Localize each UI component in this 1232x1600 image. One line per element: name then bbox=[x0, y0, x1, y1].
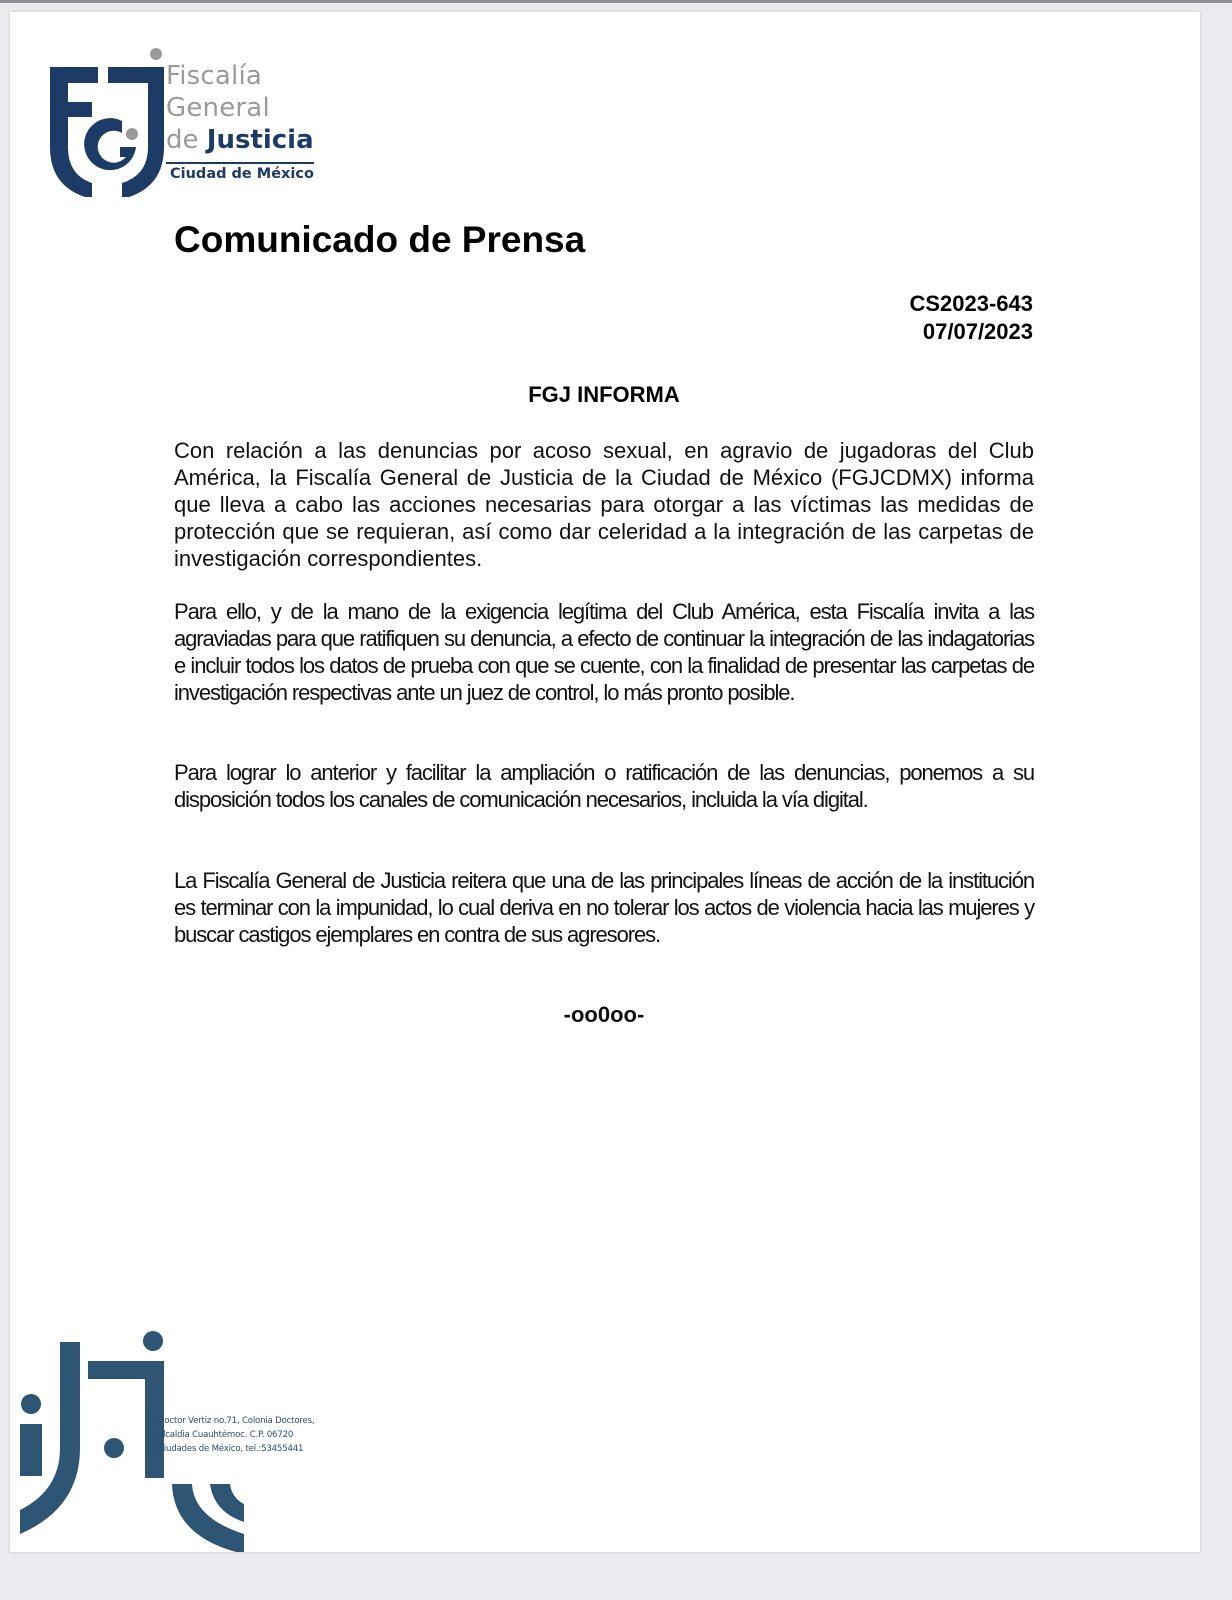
logo-justicia-bold: Justicia bbox=[206, 125, 314, 155]
logo-line-justicia bbox=[166, 124, 314, 156]
logo-city: Ciudad de México bbox=[170, 166, 314, 182]
logo-line-general: General bbox=[166, 93, 270, 123]
logo-line-de: de bbox=[166, 125, 199, 155]
document-date: 07/07/2023 bbox=[922, 319, 1033, 344]
address-line-1: Doctor Vertiz no.71, Colonia Doctores, bbox=[158, 1416, 315, 1426]
fgj-shield-logo-icon bbox=[50, 47, 165, 197]
logo-wordmark bbox=[166, 60, 314, 156]
footer-address bbox=[158, 1414, 314, 1456]
paragraph-2: Para ello, y de la mano de la exigencia legítima del Club América, esta Fiscalía invita a las agraviadas para que ratifiquen su denuncia, a efecto de continuar la integración de las indagatorias e incluir todos los datos de prueba con que se cuente, con la finalidad de presentar las carpetas de investigación respectivas ante un juez de control, lo más pronto posible. bbox=[174, 599, 1034, 705]
paragraph-3: Para lograr lo anterior y facilitar la ampliación o ratificación de las denuncias, ponemos a su disposición todos los canales de comunicación necesarios, incluida la vía digital. bbox=[174, 760, 1034, 812]
document-title: Comunicado de Prensa bbox=[174, 219, 586, 260]
logo-divider bbox=[166, 162, 314, 164]
document-page bbox=[10, 12, 1200, 1552]
address-line-2: alcaldia Cuauhtémoc. C.P. 06720 bbox=[158, 1430, 294, 1440]
paragraph-4: La Fiscalía General de Justicia reitera que una de las principales líneas de acción de la institución es terminar con la impunidad, lo cual deriva en no tolerar los actos de violencia hacia las mujeres y buscar castigos ejemplares en contra de sus agresores. bbox=[174, 868, 1034, 947]
viewer-top-bar bbox=[0, 0, 1232, 3]
closing-mark: -oo0oo- bbox=[563, 1002, 645, 1027]
reference-block bbox=[909, 290, 1033, 346]
section-heading: FGJ INFORMA bbox=[528, 382, 680, 407]
address-line-3: Ciudades de México, tel.:53455441 bbox=[158, 1444, 304, 1454]
logo-line-fiscalia: Fiscalía bbox=[166, 61, 263, 91]
reference-number: CS2023-643 bbox=[909, 291, 1033, 316]
paragraph-1: Con relación a las denuncias por acoso sexual, en agravio de jugadoras del Club América, la Fiscalía General de Justicia de la Ciudad de México (FGJCDMX) informa que lleva a cabo las acciones necesarias para otorgar a las víctimas las medidas de protección que se requieran, así como dar celeridad a la integración de las carpetas de investigación correspondientes. bbox=[174, 438, 1034, 571]
